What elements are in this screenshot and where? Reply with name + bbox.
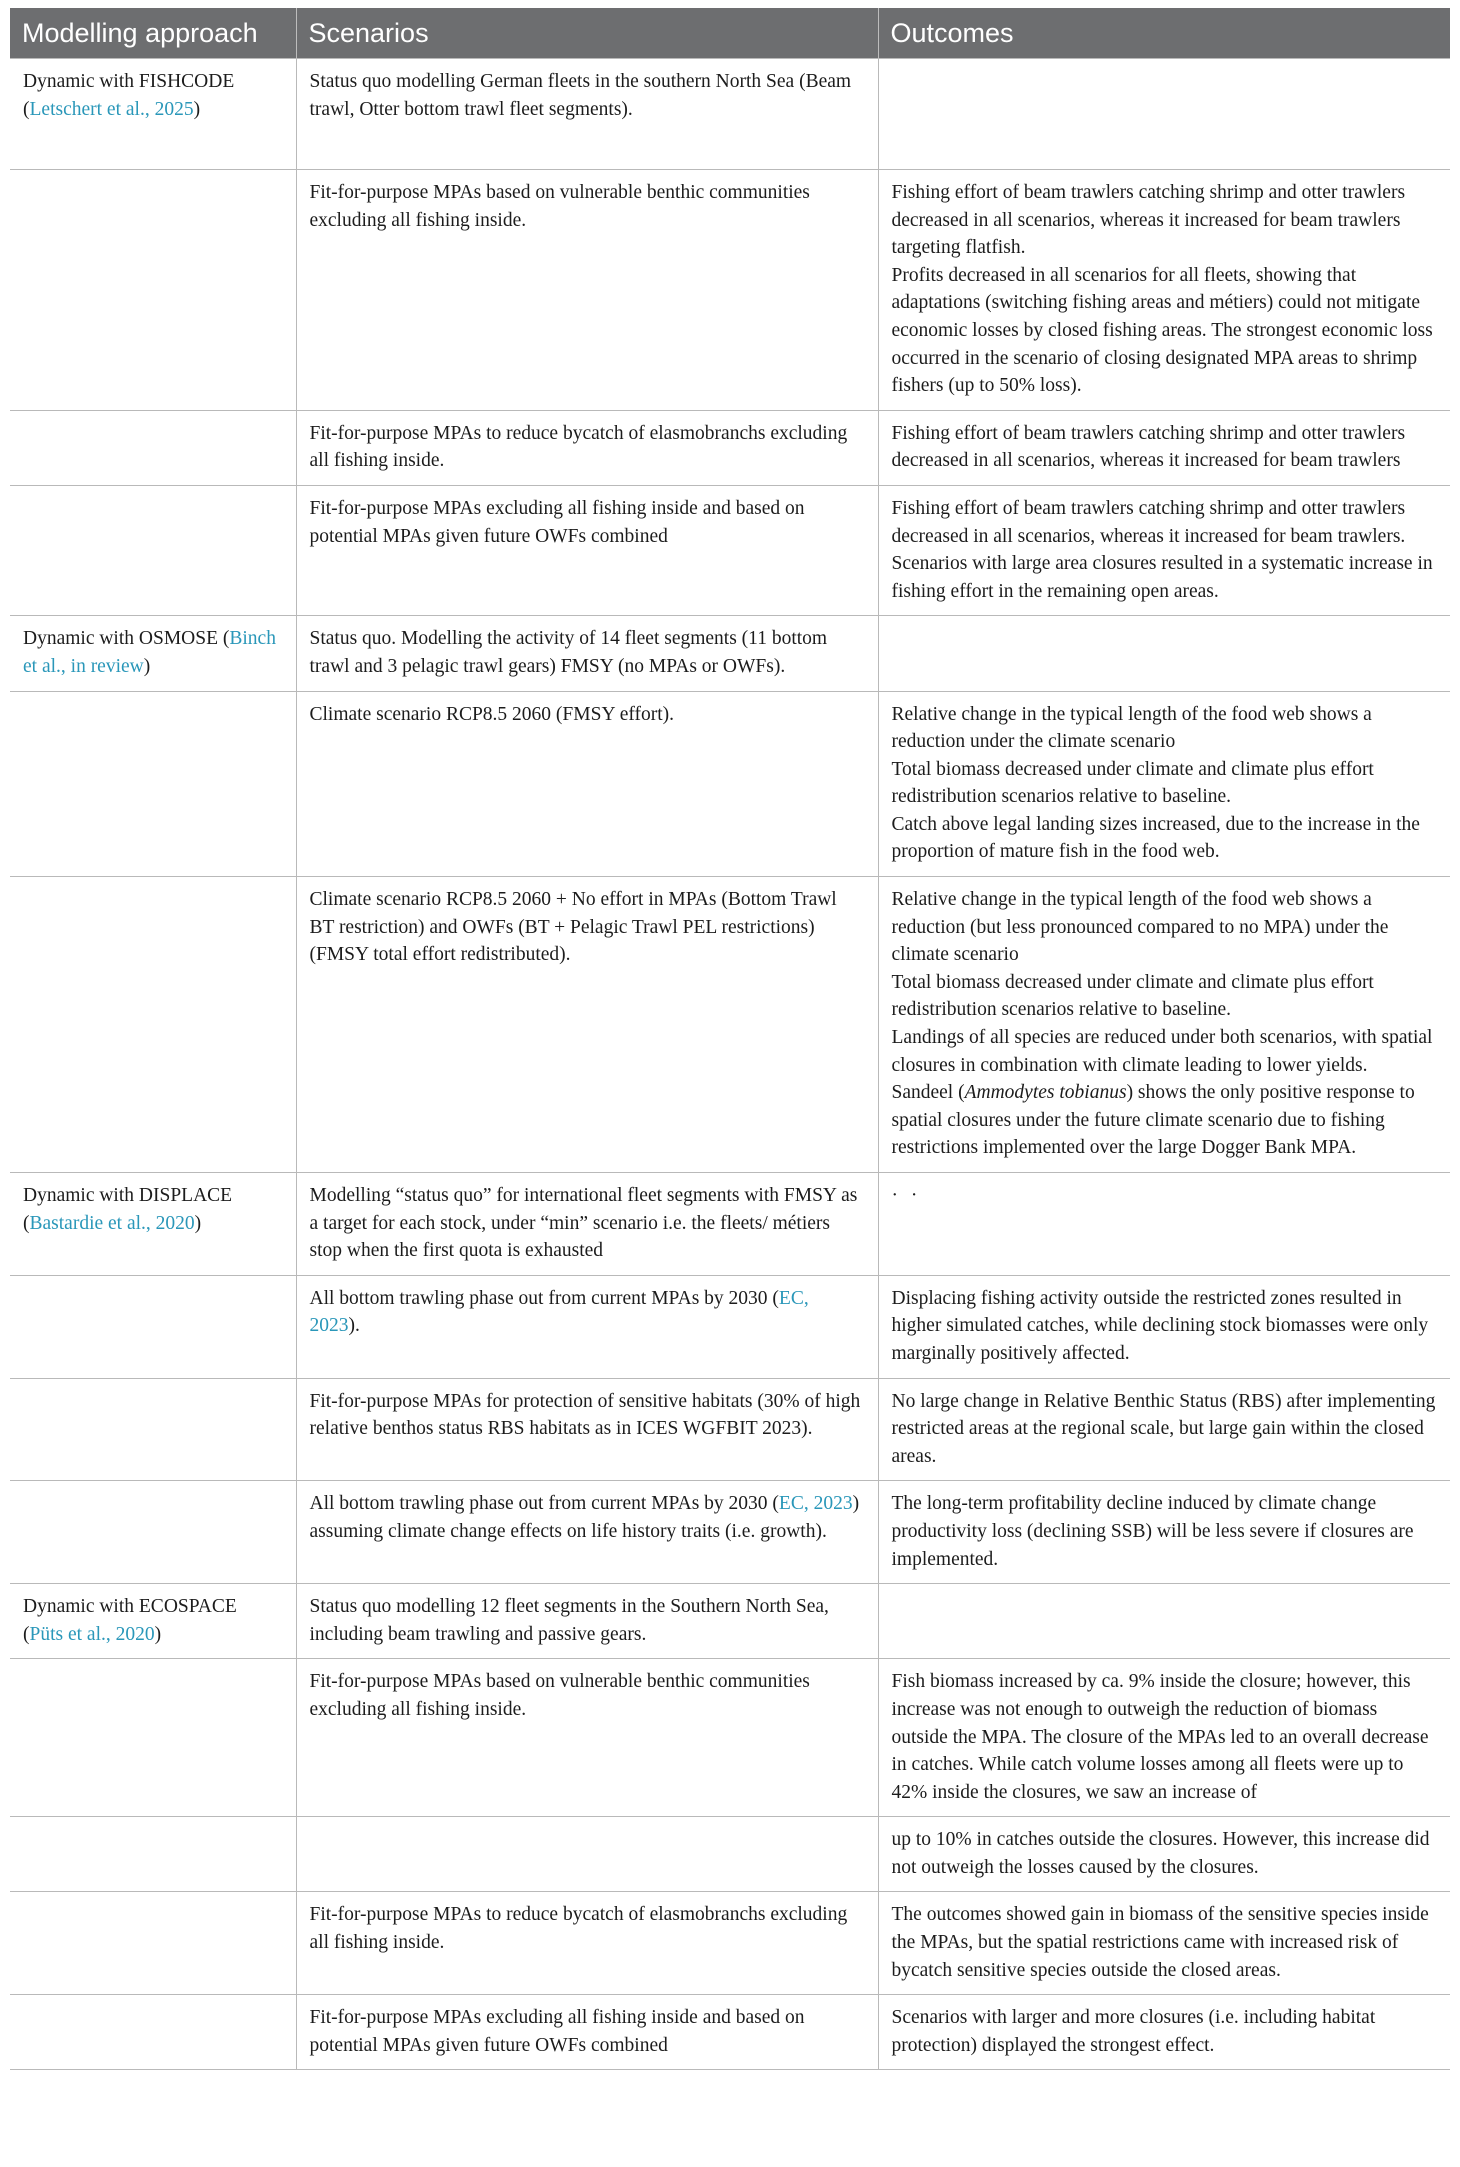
approach-cell bbox=[10, 877, 296, 1173]
results-table bbox=[10, 8, 1450, 2070]
scenario-cell: Modelling “status quo” for international fleet segments with FMSY as a target for each stock, under “min” scenario i.e. the fleets/ métiers stop when the first quota is exhausted bbox=[296, 1173, 878, 1276]
table-row bbox=[10, 1275, 1450, 1378]
approach-cell bbox=[10, 1995, 296, 2070]
table-row bbox=[10, 1173, 1450, 1276]
table-row bbox=[10, 616, 1450, 691]
outcome-cell: Fish biomass increased by ca. 9% inside the closure; however, this increase was not enough to outweigh the reduction of biomass outside the MPA. The closure of the MPAs led to an overall decrease in catches. While catch volume losses among all fleets were up to 42% inside the closures, we saw an increase of bbox=[878, 1659, 1450, 1817]
citation-link[interactable]: Binch et al., in review bbox=[23, 628, 276, 677]
table-row bbox=[10, 410, 1450, 485]
table-row bbox=[10, 485, 1450, 615]
header-row bbox=[10, 8, 1450, 59]
table-row bbox=[10, 59, 1450, 170]
approach-cell bbox=[10, 1659, 296, 1817]
outcome-cell bbox=[878, 616, 1450, 691]
scenario-cell: Fit-for-purpose MPAs based on vulnerable benthic communities excluding all fishing inside. bbox=[296, 170, 878, 411]
approach-cell bbox=[10, 1481, 296, 1584]
outcome-cell: Displacing fishing activity outside the restricted zones resulted in higher simulated catches, while declining stock biomasses were only marginally positively affected. bbox=[878, 1275, 1450, 1378]
table-row bbox=[10, 691, 1450, 877]
citation-link[interactable]: EC, 2023 bbox=[778, 1493, 853, 1515]
table-row bbox=[10, 877, 1450, 1173]
table-row bbox=[10, 1481, 1450, 1584]
scenario-cell: Status quo modelling 12 fleet segments in the Southern North Sea, including beam trawling and passive gears. bbox=[296, 1584, 878, 1659]
table-row bbox=[10, 1584, 1450, 1659]
citation-link[interactable]: Bastardie et al., 2020 bbox=[29, 1212, 195, 1234]
table-row bbox=[10, 1378, 1450, 1481]
outcome-cell bbox=[878, 1584, 1450, 1659]
approach-cell: Dynamic with DISPLACE (Bastardie et al., 2020) bbox=[10, 1173, 296, 1276]
outcome-cell: Scenarios with larger and more closures (i.e. including habitat protection) displayed the strongest effect. bbox=[878, 1995, 1450, 2070]
outcome-cell: · · bbox=[878, 1173, 1450, 1276]
table-row bbox=[10, 170, 1450, 411]
scenario-cell: Status quo. Modelling the activity of 14 fleet segments (11 bottom trawl and 3 pelagic trawl gears) FMSY (no MPAs or OWFs). bbox=[296, 616, 878, 691]
outcome-cell: up to 10% in catches outside the closures. However, this increase did not outweigh the losses caused by the closures. bbox=[878, 1817, 1450, 1892]
approach-cell: Dynamic with OSMOSE (Binch et al., in review) bbox=[10, 616, 296, 691]
citation-link[interactable]: EC, 2023 bbox=[309, 1287, 809, 1337]
approach-cell bbox=[10, 485, 296, 615]
outcome-cell bbox=[878, 59, 1450, 170]
scenario-cell: Fit-for-purpose MPAs to reduce bycatch of elasmobranchs excluding all fishing inside. bbox=[296, 410, 878, 485]
table-row bbox=[10, 1995, 1450, 2070]
citation-link[interactable]: Letschert et al., 2025 bbox=[29, 98, 194, 120]
scenario-cell: Fit-for-purpose MPAs based on vulnerable benthic communities excluding all fishing inside. bbox=[296, 1659, 878, 1817]
scenario-cell: Climate scenario RCP8.5 2060 (FMSY effort). bbox=[296, 691, 878, 877]
outcome-cell: Fishing effort of beam trawlers catching shrimp and otter trawlers decreased in all scenarios, whereas it increased for beam trawlers bbox=[878, 410, 1450, 485]
scenario-cell: Climate scenario RCP8.5 2060 + No effort in MPAs (Bottom Trawl BT restriction) and OWFs (BT + Pelagic Trawl PEL restrictions) (FMSY total effort redistributed). bbox=[296, 877, 878, 1173]
outcome-cell: The long-term profitability decline induced by climate change productivity loss (declining SSB) will be less severe if closures are implemented. bbox=[878, 1481, 1450, 1584]
approach-cell bbox=[10, 691, 296, 877]
approach-cell bbox=[10, 1378, 296, 1481]
scenario-cell: Status quo modelling German fleets in the southern North Sea (Beam trawl, Otter bottom trawl fleet segments). bbox=[296, 59, 878, 170]
table-row bbox=[10, 1892, 1450, 1995]
header-outcomes: Outcomes bbox=[878, 8, 1450, 59]
outcome-cell: The outcomes showed gain in biomass of the sensitive species inside the MPAs, but the spatial restrictions came with increased risk of bycatch sensitive species outside the closed areas. bbox=[878, 1892, 1450, 1995]
header-approach: Modelling approach bbox=[10, 8, 296, 59]
approach-cell: Dynamic with FISHCODE (Letschert et al., 2025) bbox=[10, 59, 296, 170]
approach-cell: Dynamic with ECOSPACE (Püts et al., 2020) bbox=[10, 1584, 296, 1659]
scenario-cell: Fit-for-purpose MPAs excluding all fishing inside and based on potential MPAs given future OWFs combined bbox=[296, 485, 878, 615]
outcome-cell: Fishing effort of beam trawlers catching shrimp and otter trawlers decreased in all scenarios, whereas it increased for beam trawlers. Scenarios with large area closures resulted in a systematic increase in fishing effort in the remaining open areas. bbox=[878, 485, 1450, 615]
approach-cell bbox=[10, 1892, 296, 1995]
outcome-cell: Relative change in the typical length of the food web shows a reduction under the climate scenario Total biomass decreased under climate and climate plus effort redistribution scenarios relative to baseline. Catch above legal landing sizes increased, due to the increase in the proportion of mature fish in the food web. bbox=[878, 691, 1450, 877]
approach-cell bbox=[10, 1817, 296, 1892]
scenario-cell: Fit-for-purpose MPAs for protection of sensitive habitats (30% of high relative benthos status RBS habitats as in ICES WGFBIT 2023). bbox=[296, 1378, 878, 1481]
header-scenarios: Scenarios bbox=[296, 8, 878, 59]
outcome-cell: Relative change in the typical length of the food web shows a reduction (but less pronounced compared to no MPA) under the climate scenario Total biomass decreased under climate and climate plus effort redistribution scenarios relative to baseline. Landings of all species are reduced under both scenarios, with spatial closures in combination with climate leading to lower yields. Sandeel (Ammodytes tobianus) shows the only positive response to spatial closures under the future climate scenario due to fishing restrictions implemented over the large Dogger Bank MPA. bbox=[878, 877, 1450, 1173]
scenario-cell bbox=[296, 1817, 878, 1892]
table-row bbox=[10, 1659, 1450, 1817]
outcome-cell: No large change in Relative Benthic Status (RBS) after implementing restricted areas at the regional scale, but large gain within the closed areas. bbox=[878, 1378, 1450, 1481]
approach-cell bbox=[10, 410, 296, 485]
approach-cell bbox=[10, 170, 296, 411]
scenario-cell: All bottom trawling phase out from current MPAs by 2030 (EC, 2023). bbox=[296, 1275, 878, 1378]
scenario-cell: Fit-for-purpose MPAs to reduce bycatch of elasmobranchs excluding all fishing inside. bbox=[296, 1892, 878, 1995]
scenario-cell: Fit-for-purpose MPAs excluding all fishing inside and based on potential MPAs given future OWFs combined bbox=[296, 1995, 878, 2070]
outcome-cell: Fishing effort of beam trawlers catching shrimp and otter trawlers decreased in all scenarios, whereas it increased for beam trawlers targeting flatfish. Profits decreased in all scenarios for all fleets, showing that adaptations (switching fishing areas and métiers) could not mitigate economic losses by closed fishing areas. The strongest economic loss occurred in the scenario of closing designated MPA areas to shrimp fishers (up to 50% loss). bbox=[878, 170, 1450, 411]
table-row bbox=[10, 1817, 1450, 1892]
approach-cell bbox=[10, 1275, 296, 1378]
scenario-cell: All bottom trawling phase out from current MPAs by 2030 (EC, 2023) assuming climate change effects on life history traits (i.e. growth). bbox=[296, 1481, 878, 1584]
citation-link[interactable]: Püts et al., 2020 bbox=[29, 1623, 155, 1645]
